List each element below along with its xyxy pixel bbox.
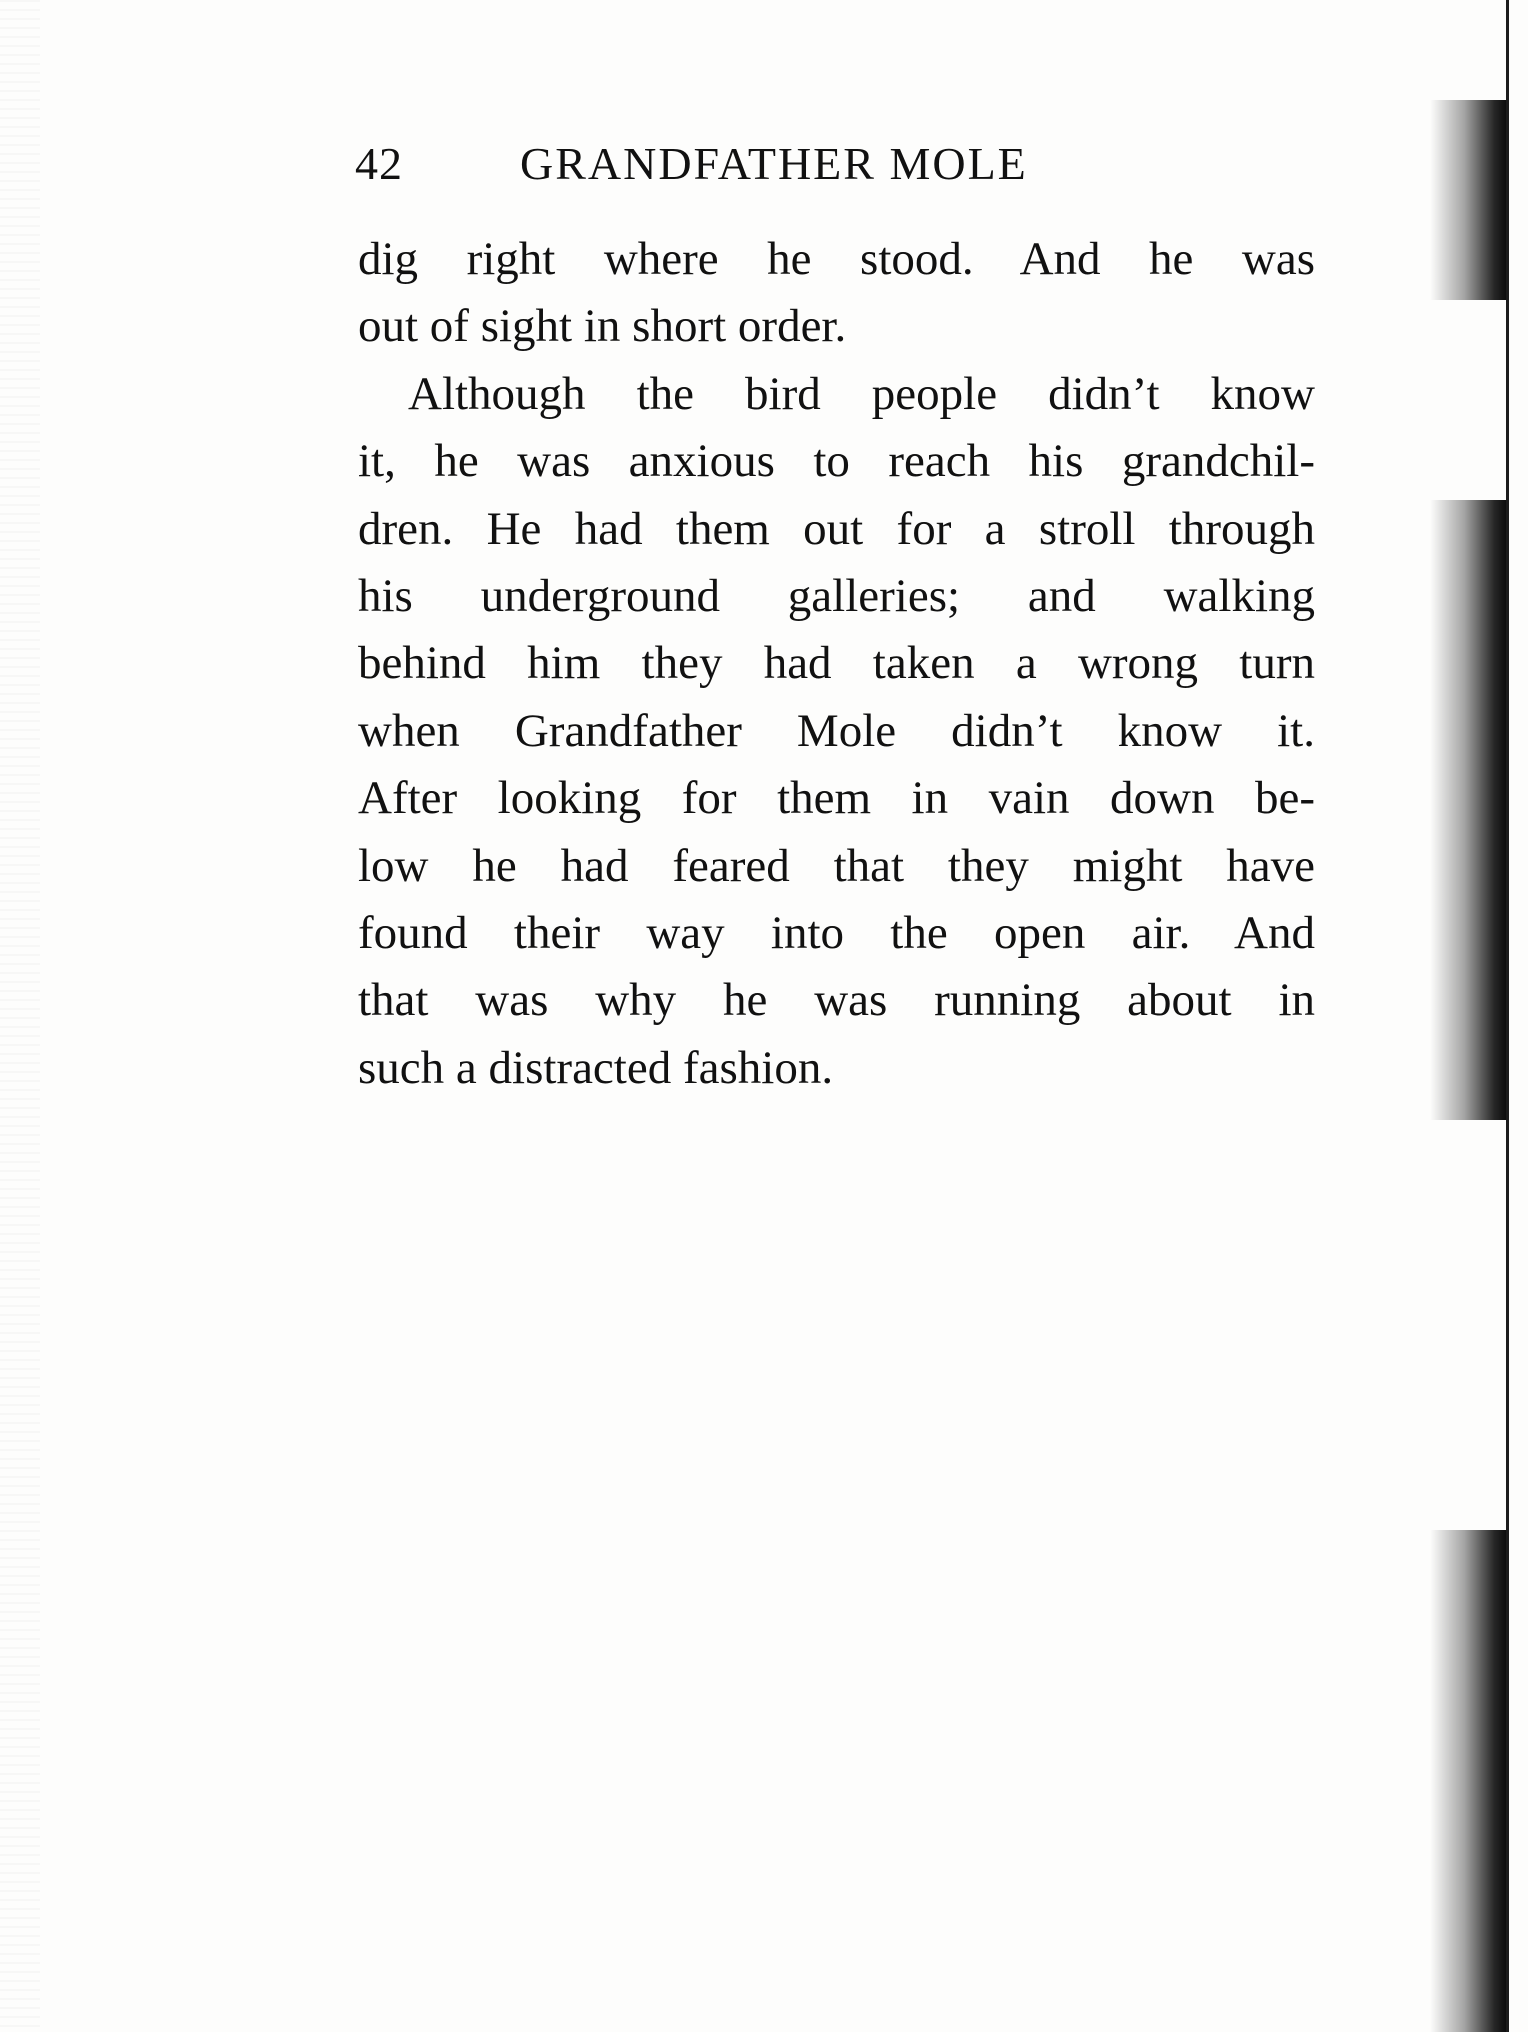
text-line: such a distracted fashion. [358,1041,834,1094]
page-header [355,134,1315,194]
text-line: low he had feared that they might have [358,839,1315,892]
body-text [358,226,1315,1102]
page-number: 42 [355,138,403,189]
text-line: his underground galleries; and walking [358,570,1315,623]
gutter-shadow [1430,1530,1506,2032]
scan-edge-left [0,0,40,2032]
running-title: GRANDFATHER MOLE [520,138,1028,189]
gutter-shadow [1430,100,1506,300]
text-line: it, he was anxious to reach his grandchil- [358,435,1315,488]
text-line: dren. He had them out for a stroll through [358,502,1315,555]
text-line: After looking for them in vain down be- [358,772,1315,825]
text-line: out of sight in short order. [358,300,847,353]
text-line: behind him they had taken a wrong turn [358,637,1315,690]
text-line: dig right where he stood. And he was [358,233,1315,285]
text-line: found their way into the open air. And [358,907,1315,960]
paragraph [358,361,1315,1102]
text-line: when Grandfather Mole didn’t know it. [358,704,1315,757]
paragraph [358,226,1315,361]
gutter-shadow [1430,500,1506,1120]
page-edge-line [1506,0,1509,2032]
text-line: that was why he was running about in [358,974,1315,1027]
text-line: Although the bird people didn’t know [408,367,1315,420]
